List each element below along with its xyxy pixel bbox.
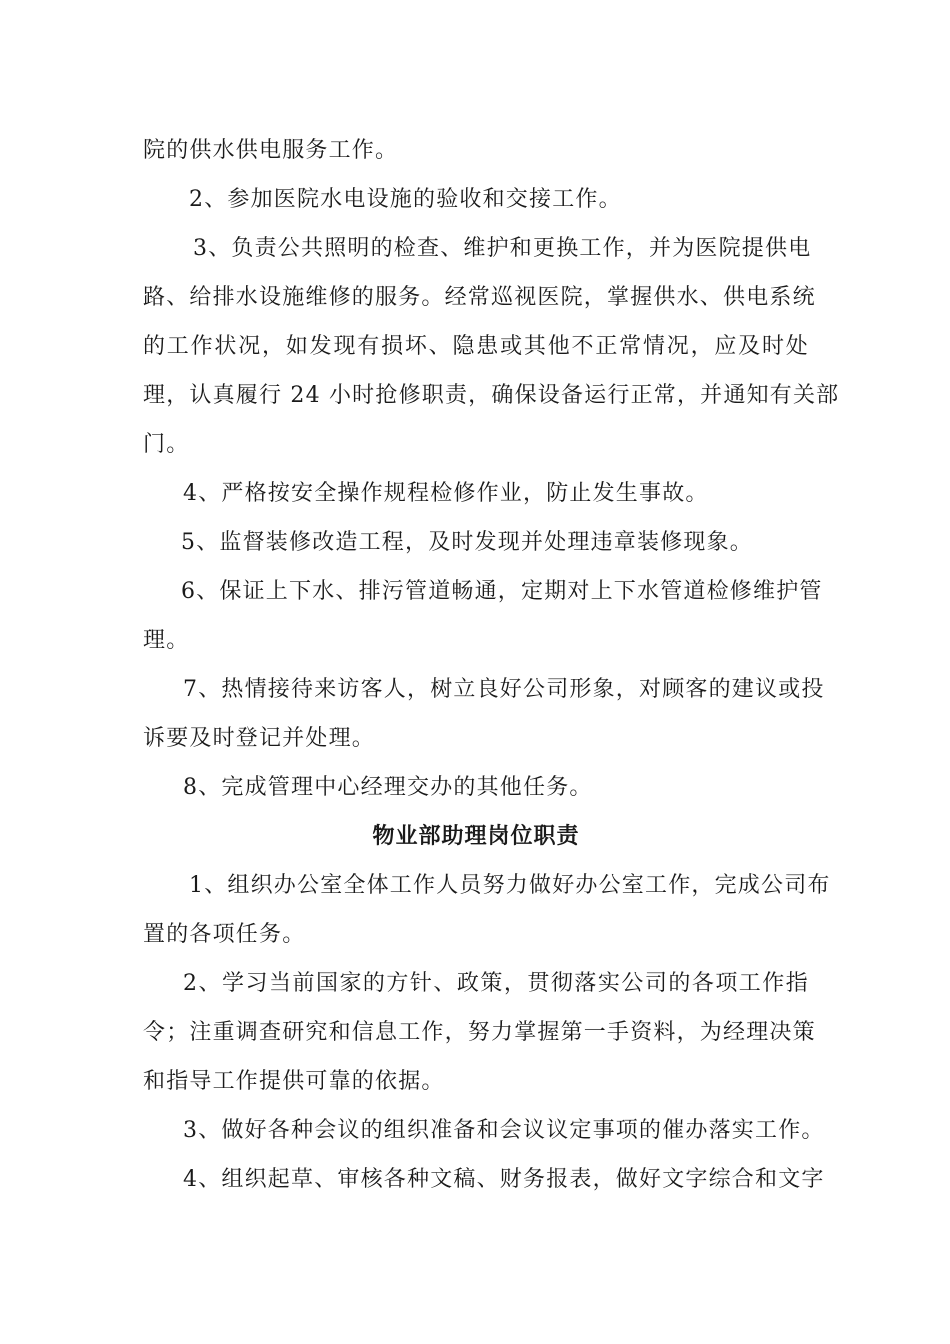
text-line: 7、热情接待来访客人，树立良好公司形象，对顾客的建议或投 bbox=[183, 677, 825, 702]
text-line: 5、监督装修改造工程，及时发现并处理违章装修现象。 bbox=[181, 530, 753, 555]
text-line: 4、严格按安全操作规程检修作业，防止发生事故。 bbox=[183, 481, 709, 506]
text-line: 1、组织办公室全体工作人员努力做好办公室工作，完成公司布 bbox=[189, 873, 831, 898]
text-line: 令；注重调查研究和信息工作，努力掌握第一手资料，为经理决策 bbox=[143, 1020, 816, 1045]
text-line: 诉要及时登记并处理。 bbox=[143, 726, 376, 751]
text-line: 2、参加医院水电设施的验收和交接工作。 bbox=[189, 187, 622, 212]
text-line: 6、保证上下水、排污管道畅通，定期对上下水管道检修维护管 bbox=[181, 579, 823, 604]
text-line: 4、组织起草、审核各种文稿、财务报表，做好文字综合和文字 bbox=[183, 1167, 825, 1192]
text-line: 8、完成管理中心经理交办的其他任务。 bbox=[183, 775, 593, 800]
text-line: 院的供水供电服务工作。 bbox=[143, 138, 399, 163]
text-line: 理。 bbox=[143, 628, 190, 653]
text-line: 理，认真履行 24 小时抢修职责，确保设备运行正常，并通知有关部 bbox=[143, 383, 840, 408]
text-line: 3、做好各种会议的组织准备和会议议定事项的催办落实工作。 bbox=[183, 1118, 825, 1143]
text-line: 2、学习当前国家的方针、政策，贯彻落实公司的各项工作指 bbox=[183, 971, 809, 996]
text-line: 3、负责公共照明的检查、维护和更换工作，并为医院提供电 bbox=[193, 236, 812, 261]
text-line: 路、给排水设施维修的服务。经常巡视医院，掌握供水、供电系统 bbox=[143, 285, 816, 310]
text-line: 的工作状况，如发现有损坏、隐患或其他不正常情况，应及时处 bbox=[143, 334, 809, 359]
text-line: 和指导工作提供可靠的依据。 bbox=[143, 1069, 445, 1094]
text-line: 置的各项任务。 bbox=[143, 922, 306, 947]
text-line: 门。 bbox=[143, 432, 190, 457]
section-heading: 物业部助理岗位职责 bbox=[372, 823, 580, 849]
document-body bbox=[143, 126, 840, 1204]
